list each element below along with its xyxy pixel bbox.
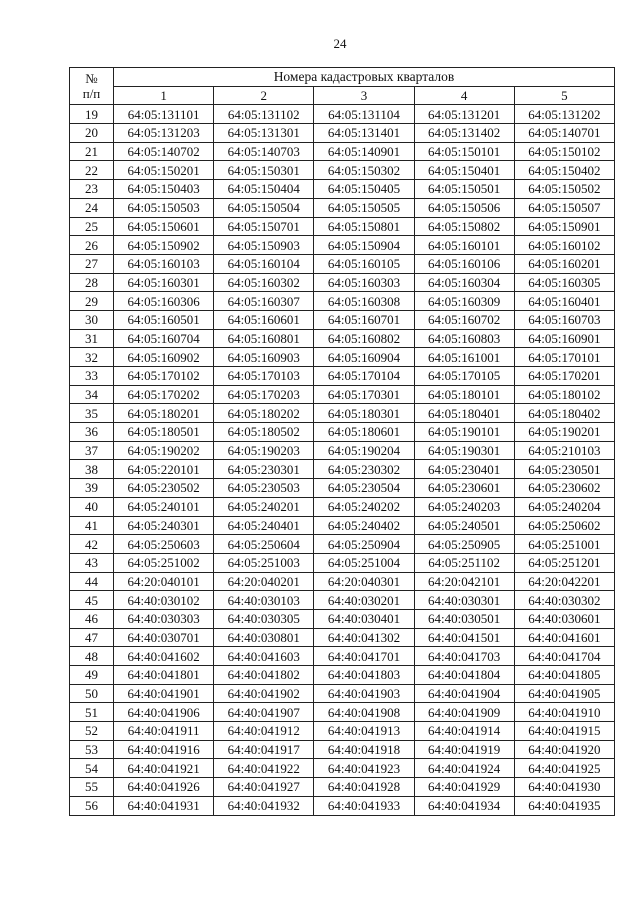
cadastral-number-cell: 64:05:160105 <box>314 254 414 273</box>
row-number-header-line2: п/п <box>82 86 101 102</box>
cadastral-number-cell: 64:05:160101 <box>414 236 514 255</box>
cadastral-number-cell: 64:05:230501 <box>514 460 614 479</box>
row-number: 54 <box>70 759 114 778</box>
table-row <box>70 684 615 703</box>
cadastral-number-cell: 64:40:041924 <box>414 759 514 778</box>
cadastral-number-cell: 64:40:041935 <box>514 796 614 815</box>
row-number: 28 <box>70 273 114 292</box>
row-number: 37 <box>70 441 114 460</box>
cadastral-number-cell: 64:05:131201 <box>414 105 514 124</box>
cadastral-number-cell: 64:40:041934 <box>414 796 514 815</box>
cadastral-number-cell: 64:05:190204 <box>314 441 414 460</box>
cadastral-number-cell: 64:05:160901 <box>514 329 614 348</box>
row-number: 31 <box>70 329 114 348</box>
table-row <box>70 254 615 273</box>
table-row <box>70 273 615 292</box>
table-row <box>70 740 615 759</box>
cadastral-number-cell: 64:40:041802 <box>214 666 314 685</box>
column-number: 1 <box>114 86 214 105</box>
cadastral-number-cell: 64:05:131104 <box>314 105 414 124</box>
cadastral-number-cell: 64:40:041919 <box>414 740 514 759</box>
row-number: 25 <box>70 217 114 236</box>
cadastral-number-cell: 64:05:160704 <box>114 329 214 348</box>
column-number: 5 <box>514 86 614 105</box>
table-row <box>70 796 615 815</box>
cadastral-number-cell: 64:05:131203 <box>114 124 214 143</box>
cadastral-number-cell: 64:05:251003 <box>214 553 314 572</box>
cadastral-number-cell: 64:40:041927 <box>214 778 314 797</box>
row-number: 20 <box>70 124 114 143</box>
table-header <box>70 68 615 105</box>
cadastral-number-cell: 64:05:190301 <box>414 441 514 460</box>
cadastral-number-cell: 64:05:150101 <box>414 142 514 161</box>
cadastral-number-cell: 64:05:150507 <box>514 198 614 217</box>
table-row <box>70 329 615 348</box>
table-row <box>70 460 615 479</box>
table-body <box>70 105 615 815</box>
cadastral-number-cell: 64:40:030201 <box>314 591 414 610</box>
cadastral-number-cell: 64:40:030103 <box>214 591 314 610</box>
row-number: 49 <box>70 666 114 685</box>
table-row <box>70 516 615 535</box>
table-row <box>70 553 615 572</box>
cadastral-number-cell: 64:05:150506 <box>414 198 514 217</box>
cadastral-number-cell: 64:40:030102 <box>114 591 214 610</box>
row-number: 53 <box>70 740 114 759</box>
cadastral-number-cell: 64:05:180402 <box>514 404 614 423</box>
row-number: 43 <box>70 553 114 572</box>
cadastral-number-cell: 64:05:150801 <box>314 217 414 236</box>
cadastral-number-cell: 64:40:041932 <box>214 796 314 815</box>
row-number: 26 <box>70 236 114 255</box>
cadastral-number-cell: 64:05:160903 <box>214 348 314 367</box>
row-number: 27 <box>70 254 114 273</box>
cadastral-number-cell: 64:05:180102 <box>514 385 614 404</box>
cadastral-number-cell: 64:40:041904 <box>414 684 514 703</box>
row-number: 29 <box>70 292 114 311</box>
table-row <box>70 628 615 647</box>
row-number: 41 <box>70 516 114 535</box>
cadastral-number-cell: 64:20:040301 <box>314 572 414 591</box>
cadastral-number-cell: 64:05:250905 <box>414 535 514 554</box>
cadastral-number-cell: 64:40:030305 <box>214 609 314 628</box>
table-row <box>70 105 615 124</box>
cadastral-number-cell: 64:40:041910 <box>514 703 614 722</box>
row-number: 39 <box>70 479 114 498</box>
cadastral-number-cell: 64:05:180502 <box>214 423 314 442</box>
cadastral-number-cell: 64:05:180501 <box>114 423 214 442</box>
cadastral-number-cell: 64:05:160308 <box>314 292 414 311</box>
row-number: 52 <box>70 722 114 741</box>
cadastral-number-cell: 64:05:230401 <box>414 460 514 479</box>
cadastral-number-cell: 64:05:240204 <box>514 497 614 516</box>
row-number: 30 <box>70 310 114 329</box>
table-row <box>70 703 615 722</box>
cadastral-number-cell: 64:05:230601 <box>414 479 514 498</box>
cadastral-number-cell: 64:05:150404 <box>214 180 314 199</box>
cadastral-number-cell: 64:05:150902 <box>114 236 214 255</box>
table-row <box>70 385 615 404</box>
row-number: 56 <box>70 796 114 815</box>
cadastral-number-cell: 64:40:041602 <box>114 647 214 666</box>
table-row <box>70 142 615 161</box>
row-number: 33 <box>70 367 114 386</box>
table-row <box>70 497 615 516</box>
cadastral-number-cell: 64:20:042201 <box>514 572 614 591</box>
cadastral-number-cell: 64:40:041933 <box>314 796 414 815</box>
cadastral-number-cell: 64:05:250602 <box>514 516 614 535</box>
cadastral-number-cell: 64:05:250904 <box>314 535 414 554</box>
row-number: 36 <box>70 423 114 442</box>
table-row <box>70 292 615 311</box>
cadastral-number-cell: 64:05:220101 <box>114 460 214 479</box>
cadastral-number-cell: 64:05:160703 <box>514 310 614 329</box>
cadastral-number-cell: 64:05:160201 <box>514 254 614 273</box>
row-number: 38 <box>70 460 114 479</box>
cadastral-number-cell: 64:40:030303 <box>114 609 214 628</box>
table-row <box>70 479 615 498</box>
row-number: 19 <box>70 105 114 124</box>
cadastral-number-cell: 64:05:190202 <box>114 441 214 460</box>
cadastral-number-cell: 64:05:131202 <box>514 105 614 124</box>
column-number: 2 <box>214 86 314 105</box>
cadastral-number-cell: 64:40:041909 <box>414 703 514 722</box>
cadastral-number-cell: 64:05:150201 <box>114 161 214 180</box>
cadastral-number-cell: 64:40:041903 <box>314 684 414 703</box>
cadastral-number-cell: 64:40:030302 <box>514 591 614 610</box>
cadastral-number-cell: 64:40:030801 <box>214 628 314 647</box>
table-row <box>70 572 615 591</box>
cadastral-number-cell: 64:05:240101 <box>114 497 214 516</box>
cadastral-number-cell: 64:40:041928 <box>314 778 414 797</box>
cadastral-number-cell: 64:40:041916 <box>114 740 214 759</box>
table-row <box>70 609 615 628</box>
cadastral-number-cell: 64:40:041912 <box>214 722 314 741</box>
cadastral-number-cell: 64:40:030401 <box>314 609 414 628</box>
cadastral-number-cell: 64:05:150102 <box>514 142 614 161</box>
cadastral-number-cell: 64:05:160601 <box>214 310 314 329</box>
table-row <box>70 180 615 199</box>
cadastral-number-cell: 64:40:030301 <box>414 591 514 610</box>
cadastral-number-cell: 64:05:150501 <box>414 180 514 199</box>
row-number: 42 <box>70 535 114 554</box>
cadastral-number-cell: 64:05:150502 <box>514 180 614 199</box>
cadastral-number-cell: 64:05:160904 <box>314 348 414 367</box>
cadastral-number-cell: 64:40:041908 <box>314 703 414 722</box>
cadastral-number-cell: 64:05:240203 <box>414 497 514 516</box>
cadastral-number-cell: 64:05:160801 <box>214 329 314 348</box>
row-number: 46 <box>70 609 114 628</box>
cadastral-number-cell: 64:05:250603 <box>114 535 214 554</box>
cadastral-number-cell: 64:40:041902 <box>214 684 314 703</box>
cadastral-number-cell: 64:05:230602 <box>514 479 614 498</box>
cadastral-number-cell: 64:05:160309 <box>414 292 514 311</box>
cadastral-number-cell: 64:40:041704 <box>514 647 614 666</box>
table-row <box>70 236 615 255</box>
cadastral-number-cell: 64:05:131401 <box>314 124 414 143</box>
cadastral-number-cell: 64:40:030601 <box>514 609 614 628</box>
row-number: 45 <box>70 591 114 610</box>
table-row <box>70 722 615 741</box>
cadastral-number-cell: 64:40:041920 <box>514 740 614 759</box>
table-row <box>70 441 615 460</box>
cadastral-number-cell: 64:20:042101 <box>414 572 514 591</box>
table-row <box>70 647 615 666</box>
table-row <box>70 404 615 423</box>
cadastral-number-cell: 64:05:251001 <box>514 535 614 554</box>
cadastral-number-cell: 64:05:240501 <box>414 516 514 535</box>
cadastral-number-cell: 64:40:041915 <box>514 722 614 741</box>
cadastral-number-cell: 64:05:180202 <box>214 404 314 423</box>
row-number: 34 <box>70 385 114 404</box>
cadastral-number-cell: 64:05:150401 <box>414 161 514 180</box>
cadastral-number-cell: 64:05:190203 <box>214 441 314 460</box>
cadastral-number-cell: 64:05:160103 <box>114 254 214 273</box>
cadastral-number-cell: 64:40:041914 <box>414 722 514 741</box>
cadastral-number-cell: 64:05:161001 <box>414 348 514 367</box>
cadastral-number-cell: 64:05:160902 <box>114 348 214 367</box>
row-number-header-line1: № <box>85 71 98 87</box>
cadastral-number-cell: 64:05:250604 <box>214 535 314 554</box>
cadastral-number-cell: 64:05:160305 <box>514 273 614 292</box>
cadastral-number-cell: 64:05:170201 <box>514 367 614 386</box>
cadastral-number-cell: 64:05:251004 <box>314 553 414 572</box>
row-number: 24 <box>70 198 114 217</box>
cadastral-number-cell: 64:40:041931 <box>114 796 214 815</box>
column-number: 3 <box>314 86 414 105</box>
cadastral-number-cell: 64:05:180601 <box>314 423 414 442</box>
column-numbers-row <box>70 86 615 105</box>
cadastral-number-cell: 64:05:160307 <box>214 292 314 311</box>
cadastral-number-cell: 64:40:041805 <box>514 666 614 685</box>
table-row <box>70 124 615 143</box>
table-row <box>70 198 615 217</box>
cadastral-number-cell: 64:05:150901 <box>514 217 614 236</box>
cadastral-number-cell: 64:05:160401 <box>514 292 614 311</box>
cadastral-number-cell: 64:05:160304 <box>414 273 514 292</box>
cadastral-number-cell: 64:05:160803 <box>414 329 514 348</box>
cadastral-number-cell: 64:05:160702 <box>414 310 514 329</box>
cadastral-number-cell: 64:05:150301 <box>214 161 314 180</box>
row-number: 32 <box>70 348 114 367</box>
cadastral-number-cell: 64:05:230504 <box>314 479 414 498</box>
row-number: 23 <box>70 180 114 199</box>
cadastral-number-cell: 64:05:180301 <box>314 404 414 423</box>
cadastral-number-cell: 64:40:041923 <box>314 759 414 778</box>
cadastral-number-cell: 64:05:140702 <box>114 142 214 161</box>
row-number: 55 <box>70 778 114 797</box>
cadastral-number-cell: 64:40:041501 <box>414 628 514 647</box>
row-number: 40 <box>70 497 114 516</box>
cadastral-number-cell: 64:05:160102 <box>514 236 614 255</box>
cadastral-number-cell: 64:05:170104 <box>314 367 414 386</box>
cadastral-number-cell: 64:05:230503 <box>214 479 314 498</box>
cadastral-number-cell: 64:05:131301 <box>214 124 314 143</box>
cadastral-number-cell: 64:05:170301 <box>314 385 414 404</box>
cadastral-number-cell: 64:40:041601 <box>514 628 614 647</box>
cadastral-number-cell: 64:40:041701 <box>314 647 414 666</box>
cadastral-number-cell: 64:05:150503 <box>114 198 214 217</box>
cadastral-number-cell: 64:05:160104 <box>214 254 314 273</box>
cadastral-numbers-header: Номера кадастровых кварталов <box>114 68 615 87</box>
table-row <box>70 367 615 386</box>
row-number: 44 <box>70 572 114 591</box>
column-number: 4 <box>414 86 514 105</box>
cadastral-number-cell: 64:05:240202 <box>314 497 414 516</box>
row-number: 22 <box>70 161 114 180</box>
cadastral-number-cell: 64:40:041905 <box>514 684 614 703</box>
cadastral-number-cell: 64:05:160501 <box>114 310 214 329</box>
cadastral-number-cell: 64:05:170105 <box>414 367 514 386</box>
cadastral-number-cell: 64:05:150802 <box>414 217 514 236</box>
cadastral-number-cell: 64:05:230301 <box>214 460 314 479</box>
cadastral-number-cell: 64:05:251002 <box>114 553 214 572</box>
cadastral-number-cell: 64:05:150904 <box>314 236 414 255</box>
cadastral-number-cell: 64:05:240201 <box>214 497 314 516</box>
table-row <box>70 535 615 554</box>
cadastral-number-cell: 64:40:041804 <box>414 666 514 685</box>
cadastral-number-cell: 64:05:170101 <box>514 348 614 367</box>
cadastral-number-cell: 64:05:140701 <box>514 124 614 143</box>
cadastral-number-cell: 64:40:041917 <box>214 740 314 759</box>
cadastral-number-cell: 64:40:041925 <box>514 759 614 778</box>
cadastral-number-cell: 64:05:140901 <box>314 142 414 161</box>
row-number: 47 <box>70 628 114 647</box>
table-row <box>70 423 615 442</box>
cadastral-number-cell: 64:05:170203 <box>214 385 314 404</box>
cadastral-number-cell: 64:05:240401 <box>214 516 314 535</box>
cadastral-number-cell: 64:05:131101 <box>114 105 214 124</box>
cadastral-number-cell: 64:40:041803 <box>314 666 414 685</box>
cadastral-number-cell: 64:40:041921 <box>114 759 214 778</box>
table-row <box>70 778 615 797</box>
row-number: 50 <box>70 684 114 703</box>
row-number: 21 <box>70 142 114 161</box>
cadastral-number-cell: 64:05:160802 <box>314 329 414 348</box>
cadastral-number-cell: 64:05:150403 <box>114 180 214 199</box>
cadastral-number-cell: 64:40:041918 <box>314 740 414 759</box>
cadastral-number-cell: 64:05:180101 <box>414 385 514 404</box>
cadastral-number-cell: 64:05:150601 <box>114 217 214 236</box>
table-row <box>70 666 615 685</box>
cadastral-number-cell: 64:05:180401 <box>414 404 514 423</box>
cadastral-number-cell: 64:05:240402 <box>314 516 414 535</box>
cadastral-number-cell: 64:05:150701 <box>214 217 314 236</box>
cadastral-number-cell: 64:05:150302 <box>314 161 414 180</box>
cadastral-number-cell: 64:05:131102 <box>214 105 314 124</box>
cadastral-number-cell: 64:05:170103 <box>214 367 314 386</box>
cadastral-number-cell: 64:05:150505 <box>314 198 414 217</box>
cadastral-number-cell: 64:40:030501 <box>414 609 514 628</box>
table-row <box>70 161 615 180</box>
cadastral-number-cell: 64:40:041930 <box>514 778 614 797</box>
cadastral-number-cell: 64:40:041922 <box>214 759 314 778</box>
cadastral-quarters-table <box>69 67 615 816</box>
cadastral-number-cell: 64:05:150402 <box>514 161 614 180</box>
cadastral-number-cell: 64:40:041703 <box>414 647 514 666</box>
cadastral-number-cell: 64:40:041911 <box>114 722 214 741</box>
table-row <box>70 217 615 236</box>
cadastral-number-cell: 64:05:230302 <box>314 460 414 479</box>
cadastral-number-cell: 64:40:041603 <box>214 647 314 666</box>
cadastral-number-cell: 64:05:131402 <box>414 124 514 143</box>
table-row <box>70 310 615 329</box>
cadastral-number-cell: 64:40:041929 <box>414 778 514 797</box>
cadastral-number-cell: 64:40:030701 <box>114 628 214 647</box>
cadastral-number-cell: 64:05:190101 <box>414 423 514 442</box>
cadastral-number-cell: 64:40:041907 <box>214 703 314 722</box>
row-number: 51 <box>70 703 114 722</box>
cadastral-number-cell: 64:05:240301 <box>114 516 214 535</box>
table-row <box>70 759 615 778</box>
cadastral-number-cell: 64:05:150405 <box>314 180 414 199</box>
page-number: 24 <box>333 36 347 51</box>
cadastral-number-cell: 64:40:041302 <box>314 628 414 647</box>
cadastral-number-cell: 64:40:041926 <box>114 778 214 797</box>
cadastral-number-cell: 64:05:160106 <box>414 254 514 273</box>
cadastral-number-cell: 64:20:040201 <box>214 572 314 591</box>
cadastral-number-cell: 64:05:160303 <box>314 273 414 292</box>
cadastral-number-cell: 64:05:160301 <box>114 273 214 292</box>
cadastral-number-cell: 64:05:180201 <box>114 404 214 423</box>
cadastral-number-cell: 64:05:150903 <box>214 236 314 255</box>
cadastral-number-cell: 64:05:251102 <box>414 553 514 572</box>
cadastral-number-cell: 64:05:160306 <box>114 292 214 311</box>
cadastral-number-cell: 64:05:210103 <box>514 441 614 460</box>
cadastral-number-cell: 64:40:041906 <box>114 703 214 722</box>
row-number: 48 <box>70 647 114 666</box>
cadastral-number-cell: 64:05:230502 <box>114 479 214 498</box>
cadastral-number-cell: 64:40:041801 <box>114 666 214 685</box>
cadastral-number-cell: 64:05:251201 <box>514 553 614 572</box>
row-number-header <box>70 68 114 105</box>
cadastral-number-cell: 64:05:170102 <box>114 367 214 386</box>
cadastral-number-cell: 64:20:040101 <box>114 572 214 591</box>
cadastral-number-cell: 64:05:140703 <box>214 142 314 161</box>
cadastral-number-cell: 64:05:170202 <box>114 385 214 404</box>
cadastral-number-cell: 64:05:160701 <box>314 310 414 329</box>
cadastral-number-cell: 64:05:150504 <box>214 198 314 217</box>
table-row <box>70 348 615 367</box>
cadastral-number-cell: 64:40:041901 <box>114 684 214 703</box>
cadastral-number-cell: 64:05:160302 <box>214 273 314 292</box>
cadastral-number-cell: 64:05:190201 <box>514 423 614 442</box>
table-row <box>70 591 615 610</box>
row-number: 35 <box>70 404 114 423</box>
cadastral-number-cell: 64:40:041913 <box>314 722 414 741</box>
